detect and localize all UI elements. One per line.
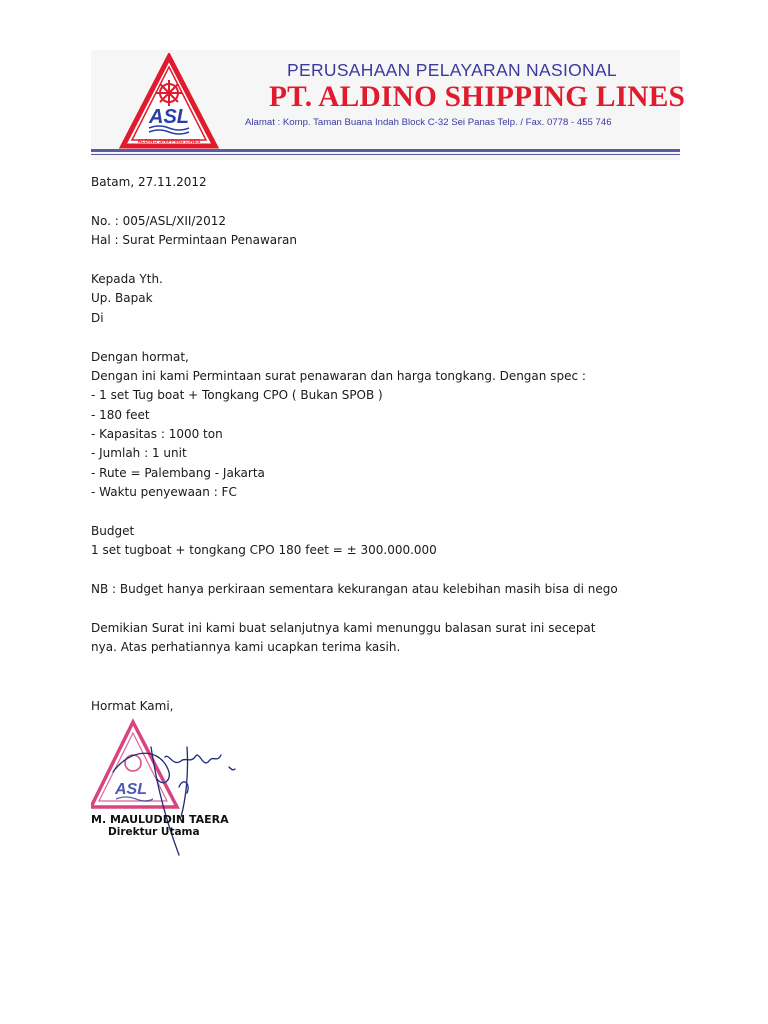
closing-paragraph: Demikian Surat ini kami buat selanjutnya kami menunggu balasan surat ini secepat nya. Atas perhatiannya kami ucapkan terima kasih.: [91, 620, 596, 655]
logo-caption: ALDINO SHIPPING LINES: [137, 139, 201, 145]
spec-item: - 180 feet: [91, 407, 150, 422]
company-logo: [119, 53, 219, 153]
spec-item: - Rute = Palembang - Jakarta: [91, 465, 265, 480]
handwritten-signature: [91, 717, 243, 860]
spec-item: - Waktu penyewaan : FC: [91, 485, 237, 500]
letterhead: [91, 50, 686, 160]
recipient-line: Up. Bapak: [91, 291, 153, 306]
recipient-line: Kepada Yth.: [91, 271, 163, 286]
spec-item: - Jumlah : 1 unit: [91, 446, 187, 461]
greeting: Dengan hormat,: [91, 349, 189, 364]
letterhead-rule-thin: [91, 154, 680, 155]
budget-line: 1 set tugboat + tongkang CPO 180 feet = ± 300.000.000: [91, 543, 437, 558]
signature-block: [91, 717, 243, 860]
company-name: PT. ALDINO SHIPPING LINES: [269, 80, 686, 113]
letter-subject: Hal : Surat Permintaan Penawaran: [91, 233, 297, 248]
signer-name: M. MAULUDDIN TAERA: [91, 813, 229, 826]
signer-title: Direktur Utama: [108, 826, 200, 838]
spec-item: - Kapasitas : 1000 ton: [91, 427, 223, 442]
salutation: Hormat Kami,: [91, 698, 174, 713]
note-line: NB : Budget hanya perkiraan sementara kekurangan atau kelebihan masih bisa di nego: [91, 582, 618, 597]
letter-number: No. : 005/ASL/XII/2012: [91, 213, 226, 228]
stamp-text: ASL: [115, 781, 147, 798]
intro-paragraph: Dengan ini kami Permintaan surat penawaran dan harga tongkang. Dengan spec :: [91, 368, 586, 383]
company-address: Alamat : Komp. Taman Buana Indah Block C-32 Sei Panas Telp. / Fax. 0778 - 455 746: [245, 117, 612, 128]
spec-item: - 1 set Tug boat + Tongkang CPO ( Bukan SPOB ): [91, 388, 383, 403]
letterhead-rule: [91, 149, 680, 152]
budget-heading: Budget: [91, 524, 135, 539]
recipient-line: Di: [91, 310, 104, 325]
logo-text: ASL: [149, 106, 189, 128]
org-line: PERUSAHAAN PELAYARAN NASIONAL: [287, 60, 617, 80]
place-date: Batam, 27.11.2012: [91, 175, 207, 189]
letter-body: [91, 173, 651, 716]
